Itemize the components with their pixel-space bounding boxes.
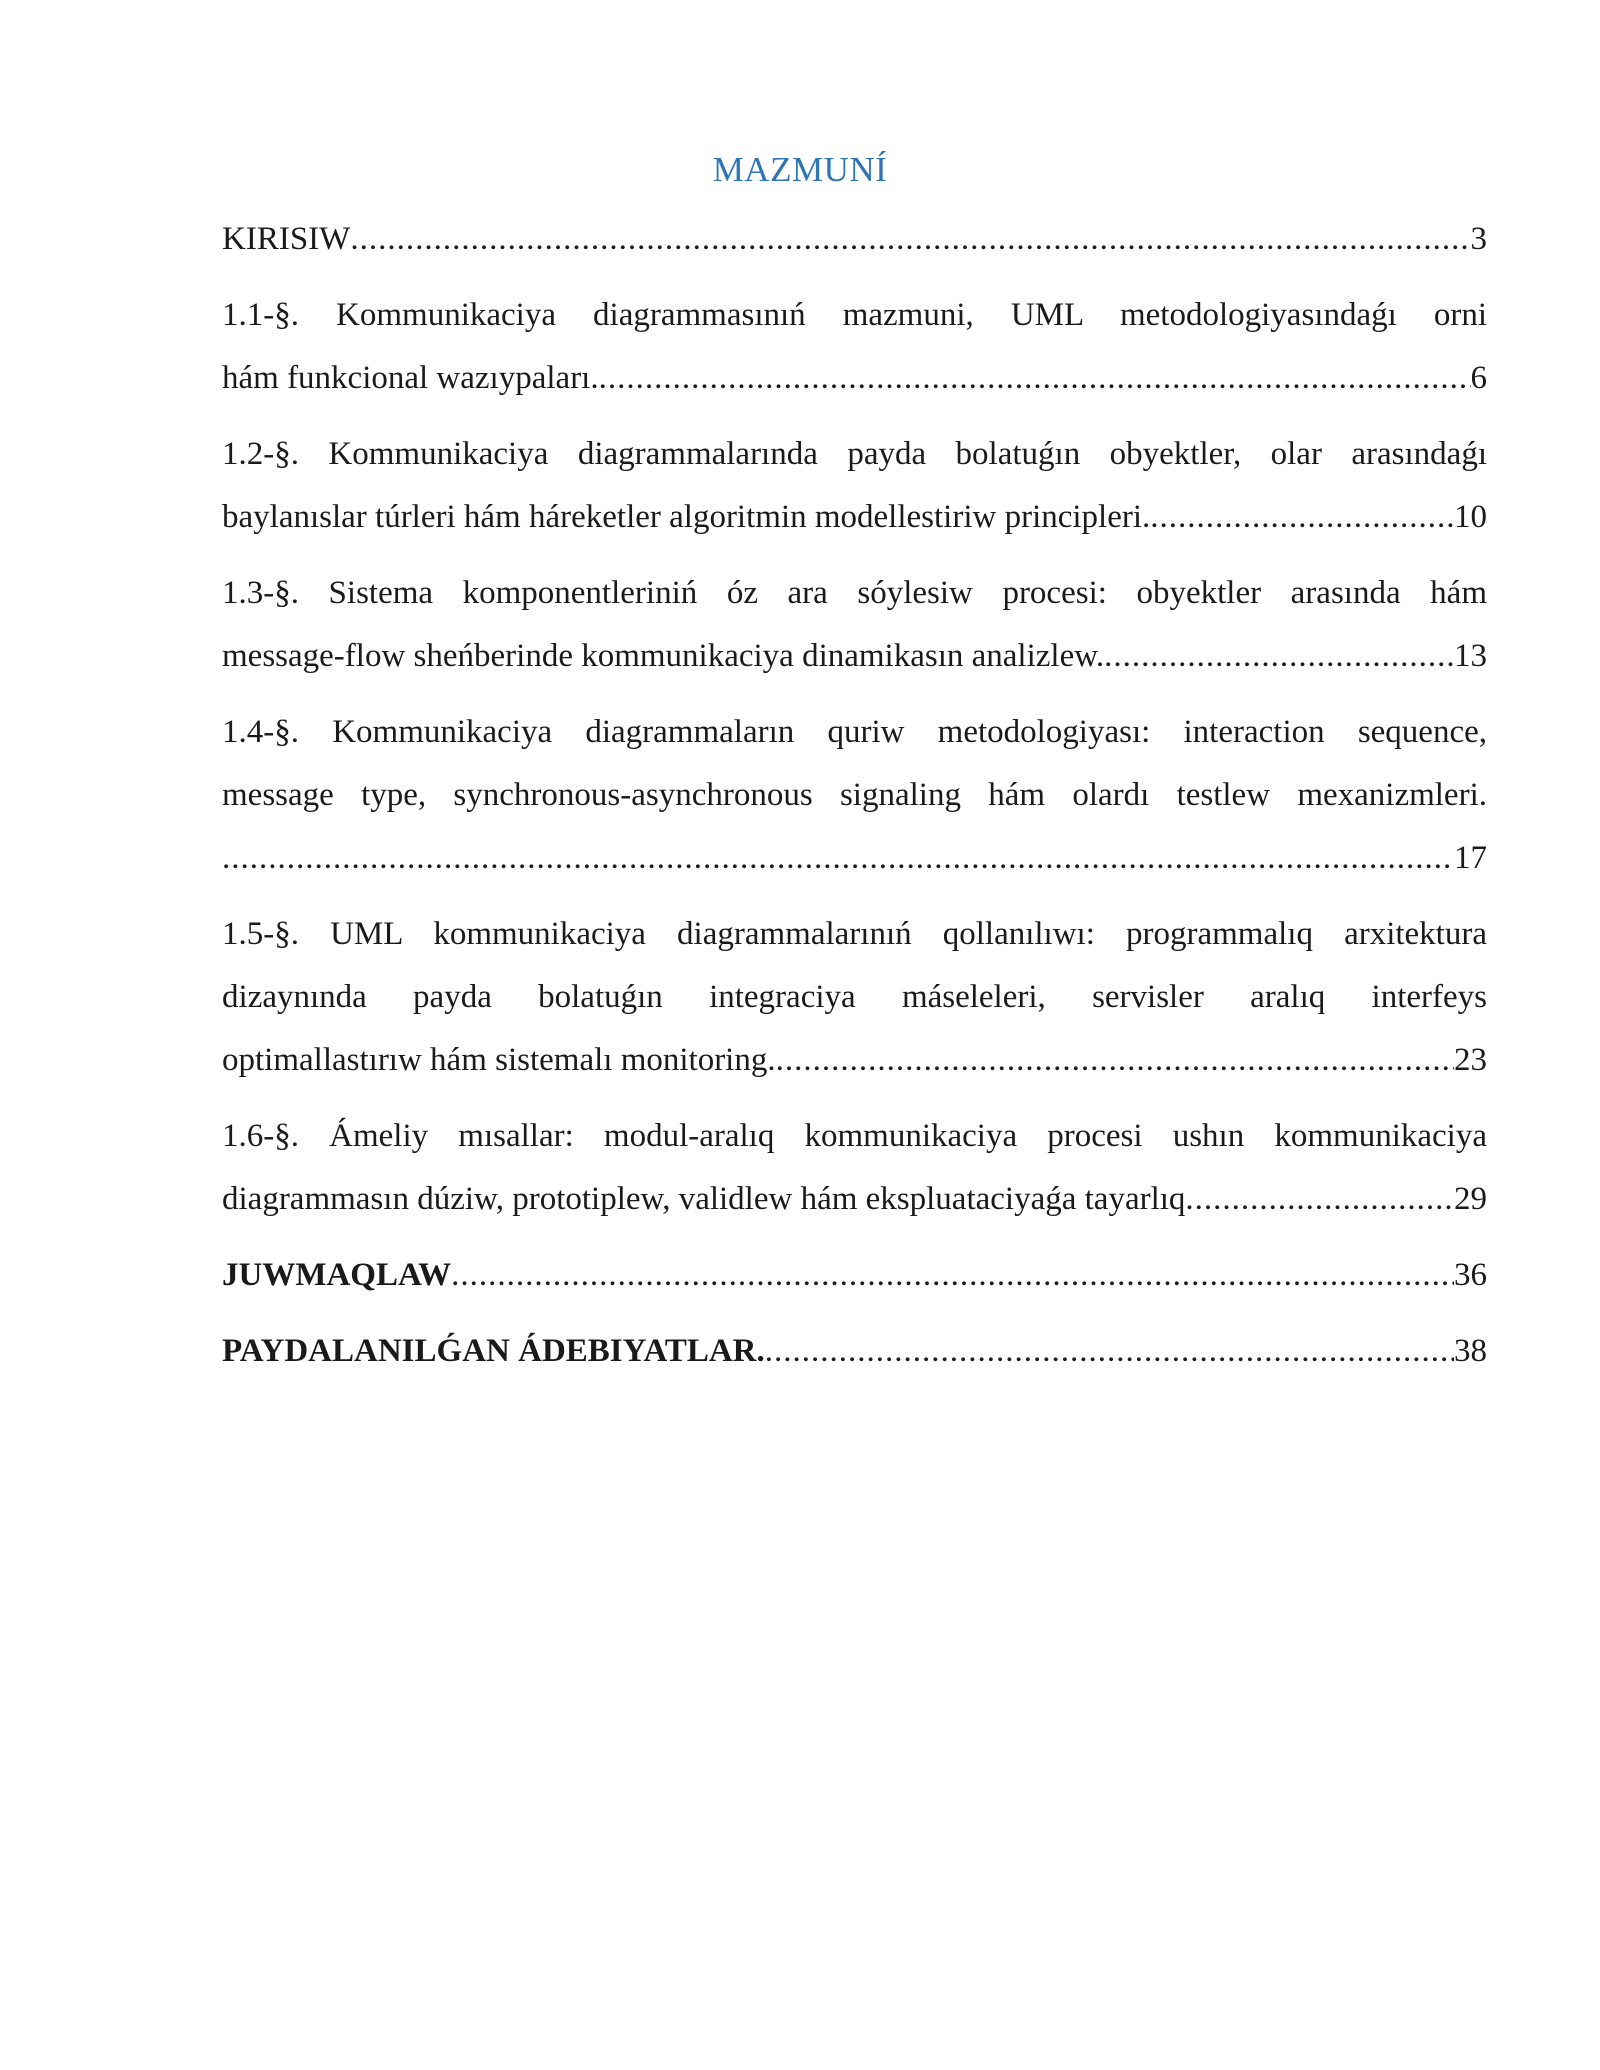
toc-entry-line: dizaynında payda bolatuǵın integraciya máseleleri, servisler aralıq interfeys	[222, 979, 1487, 1015]
toc-entry-line: 1.3-§. Sistema komponentleriniń óz ara sóylesiw procesi: obyektler arasında hám	[222, 575, 1487, 611]
toc-entry-title: PAYDALANILǴAN ÁDEBIYATLAR.	[222, 1333, 765, 1369]
toc-page-number: 13	[1454, 638, 1487, 674]
toc-page-number: 38	[1454, 1333, 1487, 1369]
toc-leader-line	[222, 1244, 1487, 1307]
toc-entry-title: hám funkcional wazıypaları.	[222, 360, 599, 396]
toc-entry-line: 1.6-§. Ámeliy mısallar: modul-aralıq kommunikaciya procesi ushın kommunikaciya	[222, 1118, 1487, 1154]
toc-entry-kirisiw[interactable]	[222, 208, 1487, 271]
dot-leader	[776, 1029, 1454, 1092]
dot-leader	[1150, 486, 1454, 549]
toc-leader-line	[222, 1029, 1487, 1092]
page-title: MAZMUNÍ	[712, 150, 888, 189]
toc-entry-1-2[interactable]	[222, 423, 1487, 549]
dot-leader	[451, 1244, 1454, 1307]
toc-page-number: 29	[1454, 1181, 1487, 1217]
toc-leader-line	[222, 1168, 1487, 1231]
toc-entry-1-6[interactable]	[222, 1105, 1487, 1231]
toc-leader-line	[222, 486, 1487, 549]
toc-entry-1-1[interactable]	[222, 284, 1487, 410]
toc-entry-line: 1.2-§. Kommunikaciya diagrammalarında payda bolatuǵın obyektler, olar arasındaǵı	[222, 436, 1487, 472]
toc-entry-1-3[interactable]	[222, 562, 1487, 688]
toc-entry-1-5[interactable]	[222, 903, 1487, 1092]
dot-leader	[350, 208, 1470, 271]
toc-entry-title: optimallastırıw hám sistemalı monitoring.	[222, 1042, 776, 1078]
toc-entry-line: 1.5-§. UML kommunikaciya diagrammalarınıń qollanılıwı: programmalıq arxitektura	[222, 916, 1487, 952]
toc-entry-line: 1.1-§. Kommunikaciya diagrammasınıń mazmuni, UML metodologiyasındaǵı orni	[222, 297, 1487, 333]
toc-entry-title: JUWMAQLAW	[222, 1257, 452, 1293]
table-of-contents	[222, 208, 1487, 1383]
toc-entry-title: baylanıslar túrleri hám háreketler algoritmin modellestiriw principleri.	[222, 499, 1151, 535]
dot-leader	[599, 347, 1471, 410]
toc-leader-line	[222, 827, 1487, 890]
toc-page-number: 17	[1454, 840, 1487, 876]
toc-leader-line	[222, 208, 1487, 271]
toc-entry-line: message type, synchronous-asynchronous signaling hám olardı testlew mexanizmleri.	[222, 777, 1487, 813]
toc-entry-title: message-flow sheńberinde kommunikaciya dinamikasın analizlew.	[222, 638, 1105, 674]
toc-leader-line	[222, 625, 1487, 688]
toc-leader-line	[222, 347, 1487, 410]
toc-entry-juwmaqlaw[interactable]	[222, 1244, 1487, 1307]
dot-leader	[1104, 625, 1454, 688]
toc-page-number: 23	[1454, 1042, 1487, 1078]
toc-entry-line: 1.4-§. Kommunikaciya diagrammaların quriw metodologiyası: interaction sequence,	[222, 714, 1487, 750]
toc-entry-title: KIRISIW	[222, 221, 351, 257]
dot-leader	[1185, 1168, 1454, 1231]
toc-page-number: 10	[1454, 499, 1487, 535]
toc-page-number: 3	[1470, 221, 1487, 257]
dot-leader	[765, 1320, 1454, 1383]
toc-leader-line	[222, 1320, 1487, 1383]
toc-entry-1-4[interactable]	[222, 701, 1487, 890]
toc-entry-paydalanilgan-adebiyatlar[interactable]	[222, 1320, 1487, 1383]
toc-entry-title: diagrammasın dúziw, prototiplew, validlew hám ekspluataciyaǵa tayarlıq	[222, 1181, 1186, 1217]
dot-leader	[222, 827, 1454, 890]
toc-page-number: 36	[1454, 1257, 1487, 1293]
toc-page-number: 6	[1470, 360, 1487, 396]
